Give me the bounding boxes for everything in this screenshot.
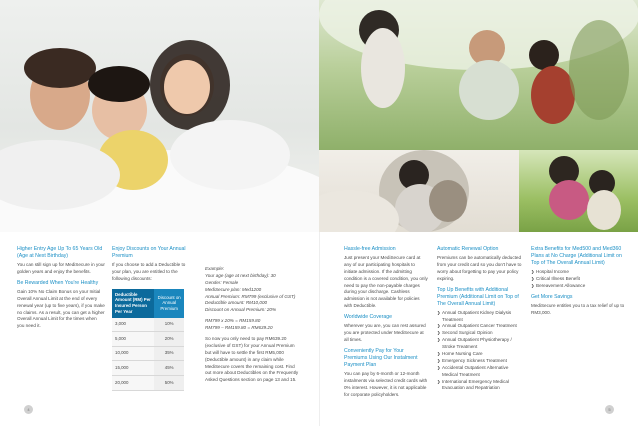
reward-text: Gain 10% No Claim Bonus on your Initial Overall Annual Limit at the end of every renewal year (up to five years), if you make no claims. As a result, you can get a higher Overall Annual Limit for the times when you need it. bbox=[17, 288, 105, 329]
column-entry-age bbox=[17, 246, 105, 334]
discount-cell: 20% bbox=[154, 332, 184, 347]
savings-text: MediSecure entitles you to a tax relief of up to RM3,000. bbox=[531, 302, 625, 315]
list-item: ❯ Home Nursing Care bbox=[437, 351, 523, 358]
instalment-heading: Conveniently Pay for Your Premiums Using Our Instalment Payment Plan bbox=[344, 347, 418, 368]
renewal-heading: Automatic Renewal Option bbox=[437, 246, 499, 252]
amount-cell: 10,000 bbox=[112, 346, 154, 361]
savings-heading: Get More Savings bbox=[531, 293, 573, 300]
child-swing-photo bbox=[519, 150, 638, 232]
reward-heading: Be Rewarded When You're Healthy bbox=[17, 279, 99, 286]
amount-cell: 3,000 bbox=[112, 318, 154, 332]
column-discounts bbox=[112, 246, 192, 391]
discount-intro: If you choose to add a Deductible to your plan, you are entitled to the following discounts: bbox=[112, 262, 186, 281]
topup-list bbox=[437, 310, 523, 393]
amount-cell: 20,000 bbox=[112, 376, 154, 391]
amount-cell: 15,000 bbox=[112, 361, 154, 376]
page-number-right: 5 bbox=[605, 405, 614, 414]
example-line: Your age (age at next birthday): 30 bbox=[205, 272, 276, 278]
table-row bbox=[112, 376, 184, 391]
topup-heading: Top Up Benefits with Additional Premium (Additional Limit on Top of The Overall Annual Limit) bbox=[437, 286, 519, 307]
entry-age-text: You can still sign up for MediSecure in your golden years and enjoy the benefits. bbox=[17, 262, 105, 274]
list-item: ❯ Critical Illness Benefit bbox=[531, 276, 625, 283]
discount-table bbox=[112, 289, 184, 391]
couple-reading-photo bbox=[319, 150, 519, 232]
table-row bbox=[112, 361, 184, 376]
list-item: ❯ Hospital Income bbox=[531, 269, 625, 276]
list-item: ❯ Emergency Sickness Treatment bbox=[437, 358, 523, 365]
calc-line: RM799 x 20% = RM159.80 bbox=[205, 318, 261, 324]
worldwide-text: Wherever you are, you can rest assured you are protected under MediSecure at all times. bbox=[344, 323, 426, 342]
park-family-photo bbox=[319, 0, 638, 150]
column-example bbox=[205, 266, 300, 384]
list-item: ❯ Annual Outpatient Kidney Dialysis Treatment bbox=[437, 310, 523, 324]
example-line: Deductible amount: RM10,000 bbox=[205, 300, 268, 306]
table-row bbox=[112, 346, 184, 361]
instalment-text: You can pay by 6-month or 12-month instalments via selected credit cards with 0% interest. However, it is not applicable for corporate policyholders. bbox=[344, 370, 428, 397]
list-item: ❯ Bereavement Allowance bbox=[531, 283, 625, 290]
example-line: MediSecure plan: Med1200 bbox=[205, 286, 262, 292]
worldwide-heading: Worldwide Coverage bbox=[344, 314, 393, 321]
table-header-discount: Discount on Annual Premium bbox=[154, 289, 184, 318]
table-header-amount: Deductible Amount (RM) Per Insured Person Per Year bbox=[112, 289, 154, 318]
example-line: Annual Premium: RM799 (exclusive of GST) bbox=[205, 293, 296, 299]
table-row bbox=[112, 332, 184, 347]
list-item: ❯ Annual Outpatient Cancer Treatment bbox=[437, 323, 523, 330]
extra-benefits-list bbox=[531, 269, 625, 290]
column-renewal bbox=[437, 246, 523, 392]
renewal-text: Premiums can be automatically deducted from your credit card so you don't have to worry about forgetting to pay your policy expiring. bbox=[437, 255, 522, 281]
page-number-left: 4 bbox=[24, 405, 33, 414]
list-item: ❯ International Emergency Medical Evacuation and Repatriation bbox=[437, 379, 523, 393]
entry-age-heading: Higher Entry Age Up To 65 Years Old (Age at Next Birthday) bbox=[17, 246, 103, 260]
page-spine bbox=[319, 232, 320, 426]
calc-line: RM799 – RM159.80 = RM639.20 bbox=[205, 325, 273, 331]
column-admission bbox=[344, 246, 428, 402]
discount-cell: 50% bbox=[154, 376, 184, 391]
example-line: Gender: Female bbox=[205, 279, 239, 285]
extra-benefits-heading: Extra Benefits for Med500 and Med360 Plans at No Charge (Additional Limit on Top of The Overall Annual Limit) bbox=[531, 246, 622, 267]
discount-cell: 45% bbox=[154, 361, 184, 376]
example-line: Discount on Annual Premium: 20% bbox=[205, 307, 277, 313]
admission-heading: Hassle-free Admission bbox=[344, 246, 396, 252]
column-extra-benefits bbox=[531, 246, 625, 321]
admission-text: Just present your MediSecure card at any of our participating hospitals to initiate admission. If the admitting condition is a covered condition, you only need to pay the non-payable charges during your discharge. Cashless admission is not available for policies with Deductible. bbox=[344, 255, 428, 309]
example-summary: So now you only need to pay RM639.20 (exclusive of GST) for your Annual Premium but will have to settle the first RM5,000 (Deductible amount) in any claim while MediSecure covers the remaining cost. Find out more about Deductibles on the Frequently Asked Questions section on page 13 and 15. bbox=[205, 336, 299, 383]
family-photo bbox=[0, 0, 319, 232]
example-label: Example: bbox=[205, 266, 225, 271]
list-item: ❯ Annual Outpatient Physiotherapy / Stroke Treatment bbox=[437, 337, 523, 351]
table-row bbox=[112, 318, 184, 332]
discount-heading: Enjoy Discounts on Your Annual Premium bbox=[112, 246, 186, 260]
list-item: ❯ Accidental Outpatient Alternative Medical Treatment bbox=[437, 365, 523, 379]
discount-cell: 10% bbox=[154, 318, 184, 332]
list-item: ❯ Second Surgical Opinion bbox=[437, 330, 523, 337]
discount-cell: 35% bbox=[154, 346, 184, 361]
amount-cell: 5,000 bbox=[112, 332, 154, 347]
